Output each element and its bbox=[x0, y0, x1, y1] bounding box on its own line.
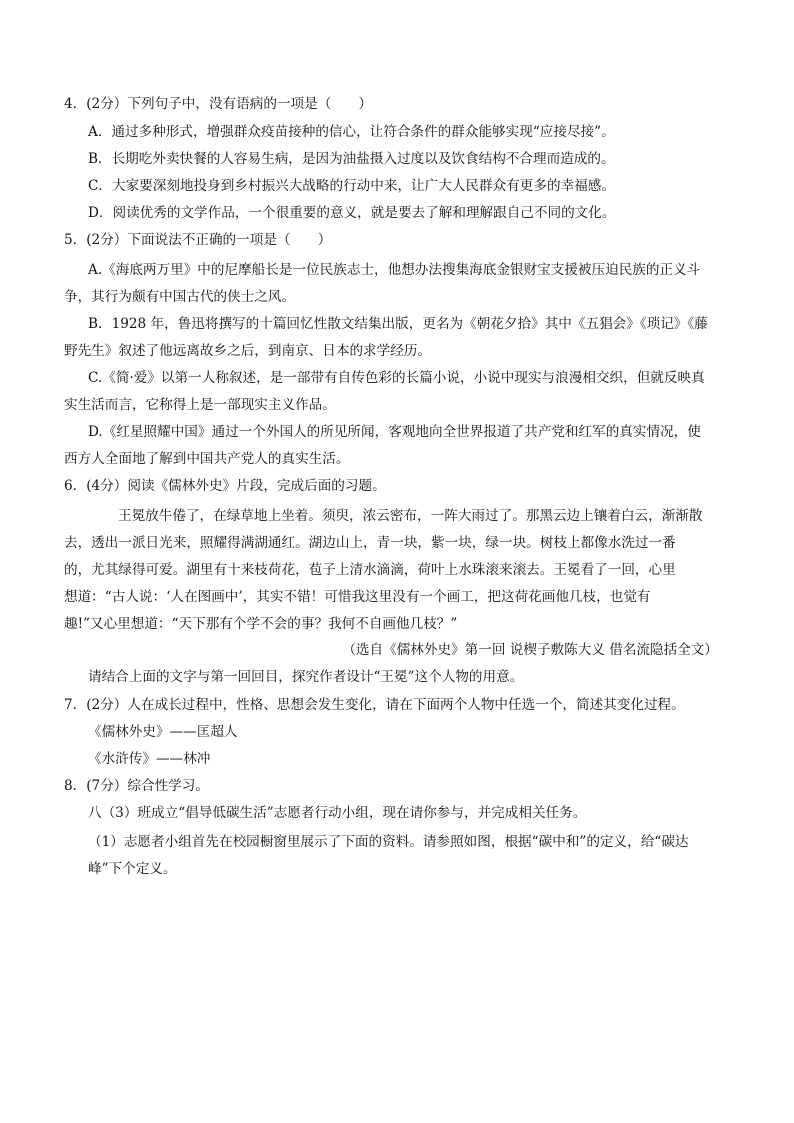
q8-sub1-line1: （1）志愿者小组首先在校园橱窗里展示了下面的资料。请参照如图，根据“碳中和”的定义，给“碳达 bbox=[88, 834, 689, 850]
q4-option-b: B．长期吃外卖快餐的人容易生病，是因为油盐摄入过度以及饮食结构不合理而造成的。 bbox=[88, 151, 615, 167]
q4-stem: 4．(2分）下列句子中，没有语病的一项是（ ） bbox=[64, 96, 373, 112]
q5-option-a-line1: A.《海底两万里》中的尼摩船长是一位民族志士，他想办法搜集海底金银财宝支援被压迫民族的正义斗 bbox=[88, 262, 701, 278]
q5-option-b-line2: 野先生》叙述了他远离故乡之后，到南京、日本的求学经历。 bbox=[64, 343, 432, 359]
q6-passage-line: 想道：“古人说：‘人在图画中’，其实不错！可惜我这里没有一个画工，把这荷花画他几枝，也觉有 bbox=[64, 589, 651, 605]
q5-option-d-line2: 西方人全面地了解到中国共产党人的真实生活。 bbox=[64, 451, 350, 467]
q8-sub1-line2: 峰”下个定义。 bbox=[88, 861, 177, 877]
q5-option-b-line1: B．1928 年，鲁迅将撰写的十篇回忆性散文结集出版，更名为《朝花夕拾》其中《五猖会》《琐记》《藤 bbox=[88, 316, 708, 332]
q4-option-c: C．大家要深刻地投身到乡村振兴大战略的行动中来，让广大人民群众有更多的幸福感。 bbox=[88, 178, 615, 194]
q6-passage-line: 王冕放牛倦了，在绿草地上坐着。须臾，浓云密布，一阵大雨过了。那黑云边上镶着白云，渐渐散 bbox=[118, 508, 703, 524]
q6-passage-line: 去，透出一派日光来，照耀得满湖通红。湖边山上，青一块，紫一块，绿一块。树枝上都像水洗过一番 bbox=[64, 535, 676, 551]
q5-option-d-line1: D.《红星照耀中国》通过一个外国人的所见所闻，客观地向全世界报道了共产党和红军的真实情况，使 bbox=[88, 424, 701, 440]
q6-passage-line: 趣!”又心里想道：“天下那有个学不会的事？我何不自画他几枝？” bbox=[64, 616, 458, 632]
q6-stem: 6．(4分）阅读《儒林外史》片段，完成后面的习题。 bbox=[64, 478, 386, 494]
q8-stem: 8．(7分）综合性学习。 bbox=[64, 778, 209, 794]
q7-item: 《儒林外史》——匡超人 bbox=[88, 724, 238, 740]
q8-intro: 八（3）班成立“倡导低碳生活”志愿者行动小组，现在请你参与，并完成相关任务。 bbox=[88, 805, 587, 821]
q5-stem: 5．(2分）下面说法不正确的一项是（ ） bbox=[64, 232, 332, 248]
q5-option-c-line2: 实生活而言，它称得上是一部现实主义作品。 bbox=[64, 397, 336, 413]
q4-option-a: A．通过多种形式，增强群众疫苗接种的信心，让符合条件的群众能够实现“应接尽接”。 bbox=[88, 124, 615, 140]
q7-stem: 7．(2分）人在成长过程中，性格、思想会发生变化，请在下面两个人物中任选一个，简述其变化过程。 bbox=[64, 697, 685, 713]
q4-option-d: D．阅读优秀的文学作品，一个很重要的意义，就是要去了解和理解跟自己不同的文化。 bbox=[88, 205, 616, 221]
q6-source-citation: （选自《儒林外史》第一回 说楔子敷陈大义 借名流隐括全文） bbox=[342, 642, 718, 658]
q6-passage-line: 的，尤其绿得可爱。湖里有十来枝荷花，苞子上清水滴滴，荷叶上水珠滚来滚去。王冕看了一回，心里 bbox=[64, 562, 676, 578]
q5-option-a-line2: 争，其行为颇有中国古代的侠士之风。 bbox=[64, 289, 296, 305]
q5-option-c-line1: C.《简·爱》以第一人称叙述，是一部带有自传色彩的长篇小说，小说中现实与浪漫相交织，但就反映真 bbox=[88, 370, 705, 386]
q6-task: 请结合上面的文字与第一回回目，探究作者设计“王冕”这个人物的用意。 bbox=[88, 669, 524, 685]
q7-item: 《水浒传》——林冲 bbox=[88, 751, 211, 767]
